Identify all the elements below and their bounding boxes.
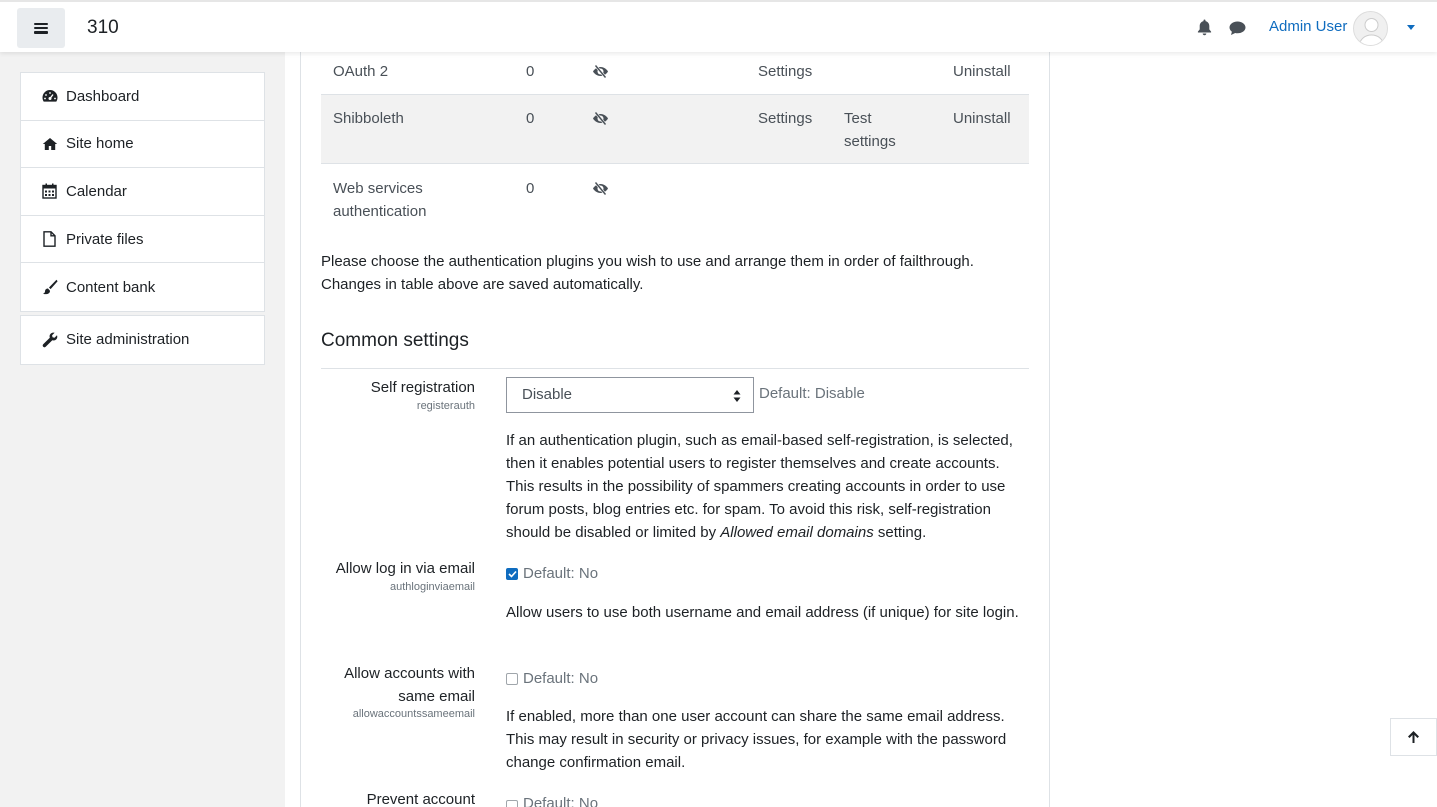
wrench-icon bbox=[41, 332, 58, 348]
nav-item-label: Site home bbox=[66, 135, 134, 153]
nav-menu bbox=[20, 72, 265, 312]
arrow-up-icon bbox=[1407, 730, 1420, 744]
site-name[interactable]: 310 bbox=[87, 17, 119, 38]
auth-info-text: Please choose the authentication plugins you wish to use and arrange them in order of failthrough. Changes in table above are saved automatically. bbox=[321, 253, 974, 293]
auth-uninstall-link[interactable]: Uninstall bbox=[953, 110, 1011, 127]
nav-item-site-home[interactable] bbox=[21, 121, 264, 169]
setting-default: Default: No bbox=[523, 795, 599, 807]
nav-item-private-files[interactable] bbox=[21, 216, 264, 264]
setting-key: allowaccountssameemail bbox=[352, 708, 475, 720]
setting-label: Allow log in via email bbox=[335, 560, 475, 577]
chat-icon[interactable] bbox=[1229, 21, 1246, 40]
file-icon bbox=[41, 231, 58, 247]
dashboard-icon bbox=[41, 88, 58, 104]
divider bbox=[321, 368, 1029, 369]
setting-description: Allow users to use both username and email address (if unique) for site login. bbox=[506, 604, 1019, 621]
top-navbar bbox=[0, 0, 1437, 52]
auth-settings-link[interactable]: Settings bbox=[758, 110, 813, 127]
bell-icon[interactable] bbox=[1197, 19, 1212, 40]
same-email-checkbox[interactable] bbox=[506, 673, 518, 685]
eye-slash-icon[interactable] bbox=[592, 181, 609, 200]
nav-item-site-administration[interactable] bbox=[21, 316, 264, 364]
setting-description bbox=[506, 429, 1026, 544]
nav-item-label: Private files bbox=[66, 230, 144, 248]
setting-label: Self registration bbox=[370, 379, 475, 396]
calendar-icon bbox=[41, 183, 58, 199]
description-text: setting. bbox=[873, 524, 927, 541]
nav-item-calendar[interactable] bbox=[21, 168, 264, 216]
setting-key: authloginviaemail bbox=[390, 581, 475, 593]
nav-item-label: Content bank bbox=[66, 278, 156, 296]
nav-item-label: Dashboard bbox=[66, 87, 140, 105]
setting-default: Default: Disable bbox=[759, 385, 865, 402]
section-heading: Common settings bbox=[321, 330, 469, 351]
setting-label: Allow accounts with same email bbox=[344, 665, 475, 705]
setting-default: Default: No bbox=[523, 670, 599, 687]
nav-item-label: Calendar bbox=[66, 182, 127, 200]
check-icon bbox=[508, 570, 517, 578]
setting-default: Default: No bbox=[523, 565, 599, 582]
eye-slash-icon[interactable] bbox=[592, 64, 609, 83]
auth-plugin-users: 0 bbox=[526, 110, 535, 127]
brush-icon bbox=[41, 279, 58, 295]
auth-settings-link[interactable]: Settings bbox=[758, 63, 813, 80]
menu-icon bbox=[34, 23, 48, 34]
back-to-top-button[interactable] bbox=[1390, 718, 1437, 756]
setting-key: registerauth bbox=[416, 400, 475, 412]
self-registration-select[interactable] bbox=[506, 377, 754, 413]
login-via-email-checkbox[interactable] bbox=[506, 568, 518, 580]
user-menu-name[interactable]: Admin User bbox=[1269, 18, 1348, 35]
drawer-toggle-button[interactable] bbox=[17, 8, 65, 48]
description-emphasis: Allowed email domains bbox=[720, 524, 874, 541]
prevent-account-checkbox[interactable] bbox=[506, 800, 518, 807]
auth-plugin-name: OAuth 2 bbox=[333, 63, 389, 80]
auth-plugin-name: Shibboleth bbox=[333, 110, 404, 127]
select-arrows-icon bbox=[733, 389, 741, 403]
setting-description: If enabled, more than one user account can share the same email address. This may result in security or privacy issues, for example with the password change confirmation email. bbox=[506, 708, 1007, 771]
select-value: Disable bbox=[522, 386, 573, 403]
setting-label: Prevent account bbox=[366, 791, 475, 807]
auth-uninstall-link[interactable]: Uninstall bbox=[953, 63, 1011, 80]
avatar[interactable] bbox=[1353, 11, 1388, 46]
nav-item-label: Site administration bbox=[66, 331, 190, 349]
table-row-shaded bbox=[321, 94, 1029, 164]
auth-plugin-users: 0 bbox=[526, 63, 535, 80]
home-icon bbox=[41, 136, 58, 152]
nav-item-content-bank[interactable] bbox=[21, 263, 264, 311]
description-text: If an authentication plugin, such as email-based self-registration, is selected, then it enables potential users to register themselves and create accounts. This results in the possibility of spammers creating accounts in order to use forum posts, blog entries etc. for spam. To avoid this risk, self-registration should be disabled or limited by bbox=[506, 432, 1013, 541]
auth-plugin-users: 0 bbox=[526, 180, 535, 197]
nav-item-dashboard[interactable] bbox=[21, 73, 264, 121]
auth-plugin-name: Web services authentication bbox=[333, 180, 427, 220]
nav-menu-admin bbox=[20, 315, 265, 365]
auth-test-settings-link[interactable]: Test settings bbox=[844, 110, 896, 150]
eye-slash-icon[interactable] bbox=[592, 111, 609, 130]
caret-down-icon[interactable] bbox=[1407, 25, 1415, 30]
